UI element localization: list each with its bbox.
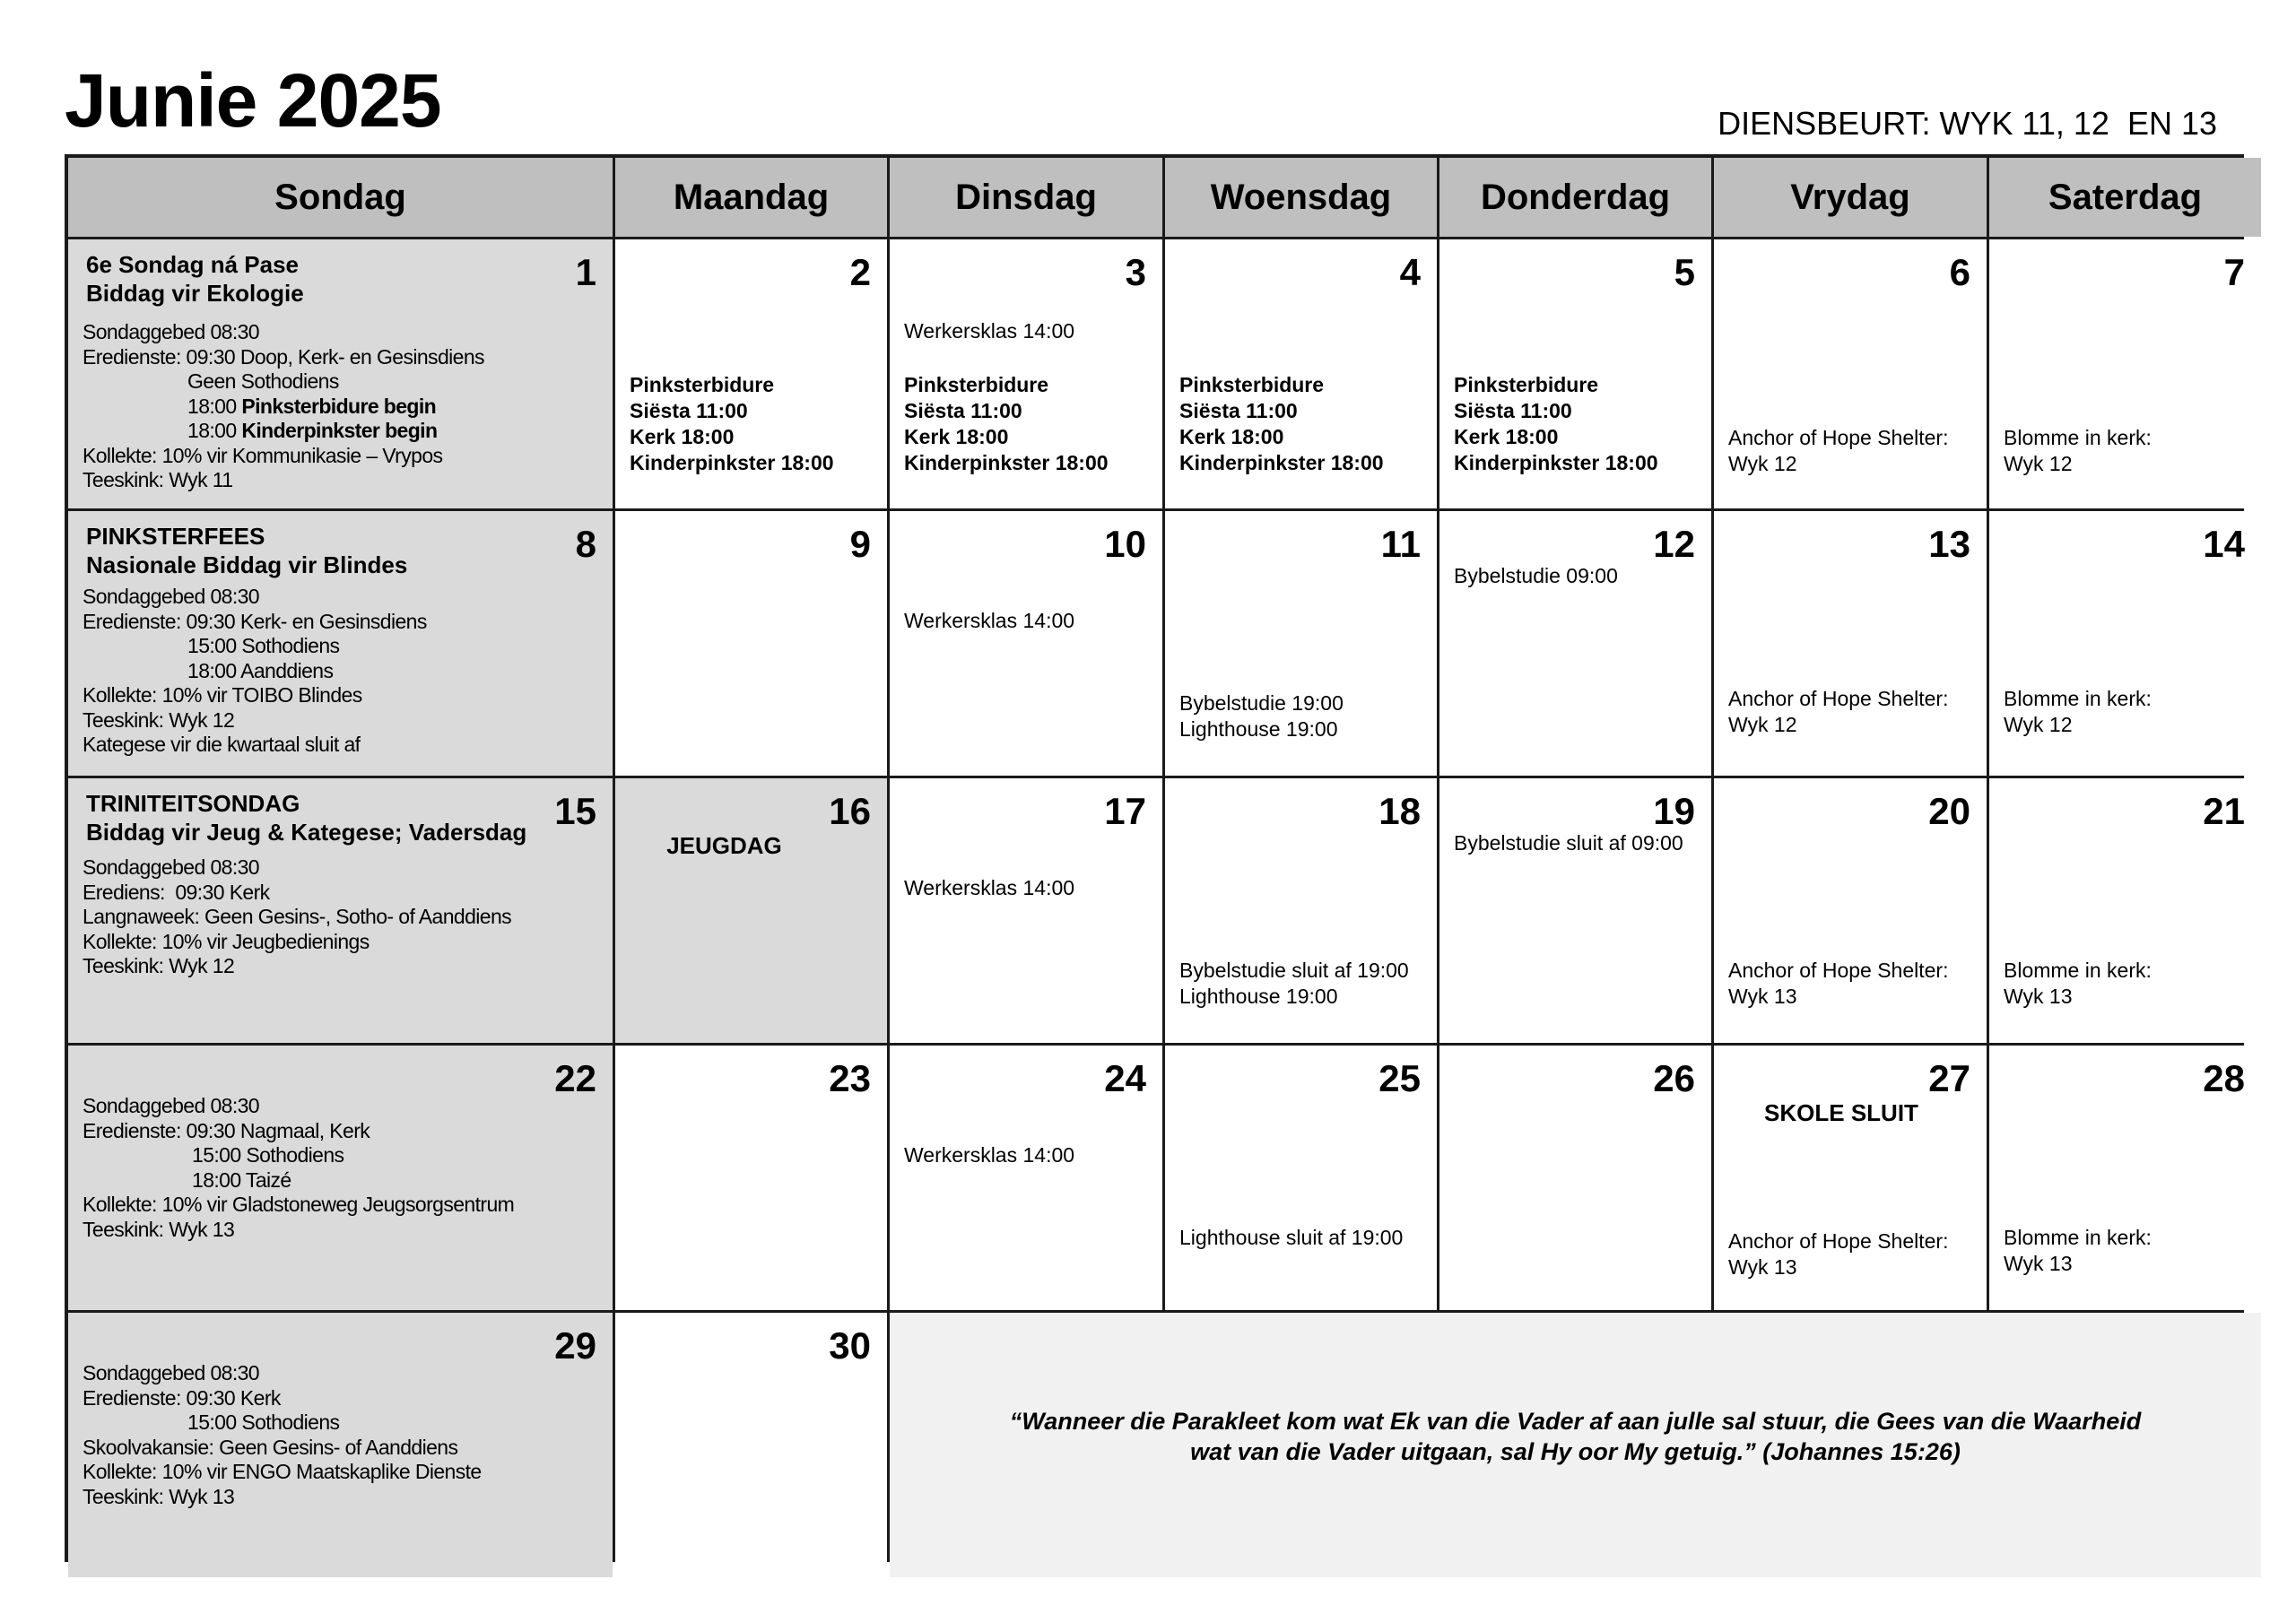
day-cell-30[interactable] bbox=[615, 1313, 887, 1577]
weekday-header-woensdag: Woensdag bbox=[1165, 158, 1437, 237]
day-cell-3[interactable] bbox=[890, 239, 1162, 508]
event-list bbox=[904, 318, 1074, 344]
detail-line: Kategese vir die kwartaal sluit af bbox=[83, 733, 361, 756]
event: Siësta 11:00 bbox=[904, 399, 1022, 422]
day-cell-24[interactable] bbox=[890, 1046, 1162, 1310]
sunday-heading-line: Biddag vir Ekologie bbox=[86, 280, 304, 307]
event: Anchor of Hope Shelter: bbox=[1728, 687, 1949, 710]
event-list bbox=[1454, 372, 1658, 476]
event: Pinksterbidure bbox=[1179, 373, 1325, 396]
event: Blomme in kerk: bbox=[2004, 687, 2152, 710]
day-cell-5[interactable] bbox=[1439, 239, 1711, 508]
detail-line: Teeskink: Wyk 13 bbox=[83, 1217, 235, 1241]
weekday-header-sondag: Sondag bbox=[68, 158, 613, 237]
day-number: 12 bbox=[1653, 523, 1695, 565]
event-list bbox=[630, 372, 834, 476]
calendar-grid bbox=[65, 154, 2244, 1562]
sunday-details bbox=[83, 320, 484, 493]
event: Kerk 18:00 bbox=[630, 425, 735, 448]
event: Bybelstudie sluit af 09:00 bbox=[1454, 831, 1683, 855]
event: Kerk 18:00 bbox=[1179, 425, 1284, 448]
detail-line: Eredienste: 09:30 Nagmaal, Kerk bbox=[83, 1118, 370, 1142]
detail-line: Skoolvakansie: Geen Gesins- of Aanddiens bbox=[83, 1435, 458, 1459]
day-cell-28[interactable] bbox=[1989, 1046, 2261, 1310]
day-number: 17 bbox=[1104, 790, 1146, 832]
duty-roster-label: DIENSBEURT: WYK 11, 12 EN 13 bbox=[1718, 105, 2217, 142]
sunday-heading-line: PINKSTERFEES bbox=[86, 523, 265, 550]
detail-line: 18:00 Taizé bbox=[192, 1167, 291, 1192]
day-number: 1 bbox=[575, 251, 596, 293]
event: Kinderpinkster 18:00 bbox=[630, 451, 834, 474]
event: Wyk 12 bbox=[1728, 452, 1797, 475]
weekday-header-maandag: Maandag bbox=[615, 158, 887, 237]
event: Blomme in kerk: bbox=[2004, 959, 2152, 982]
sunday-details bbox=[83, 855, 511, 979]
weekday-header-donderdag: Donderdag bbox=[1439, 158, 1711, 237]
day-cell-13[interactable] bbox=[1714, 511, 1987, 776]
event-list bbox=[1179, 690, 1344, 742]
day-cell-2[interactable] bbox=[615, 239, 887, 508]
detail-line: 15:00 Sothodiens bbox=[187, 1410, 340, 1434]
event: Wyk 13 bbox=[1728, 985, 1797, 1008]
detail-line: Kollekte: 10% vir Kommunikasie – Vrypos bbox=[83, 443, 443, 467]
sunday-details bbox=[83, 1361, 482, 1509]
day-number: 2 bbox=[849, 251, 871, 293]
detail-line: Eredienste: 09:30 Kerk- en Gesinsdiens bbox=[83, 609, 427, 633]
day-cell-20[interactable] bbox=[1714, 778, 1987, 1043]
detail-line bbox=[83, 395, 484, 420]
sunday-details bbox=[83, 585, 427, 758]
day-number: 6 bbox=[1949, 251, 1970, 293]
day-number: 15 bbox=[554, 790, 596, 832]
event-list bbox=[1728, 958, 1948, 1010]
day-number: 16 bbox=[829, 790, 871, 832]
day-number: 10 bbox=[1104, 523, 1146, 565]
event-list bbox=[1179, 372, 1384, 476]
day-cell-14[interactable] bbox=[1989, 511, 2261, 776]
event: Anchor of Hope Shelter: bbox=[1728, 426, 1949, 449]
event: Siësta 11:00 bbox=[630, 399, 748, 422]
detail-line: Eredienste: 09:30 Kerk bbox=[83, 1385, 281, 1410]
weekday-header-vrydag: Vrydag bbox=[1714, 158, 1987, 237]
event-list bbox=[1179, 1225, 1403, 1251]
detail-line: Eredienste: 09:30 Doop, Kerk- en Gesinsdiens bbox=[83, 344, 484, 369]
day-cell-25[interactable] bbox=[1165, 1046, 1437, 1310]
day-number: 8 bbox=[575, 523, 596, 565]
detail-line: 15:00 Sothodiens bbox=[187, 634, 340, 657]
day-cell-1[interactable] bbox=[68, 239, 613, 508]
event: Pinksterbidure bbox=[630, 373, 775, 396]
event: Pinksterbidure bbox=[1454, 373, 1599, 396]
weekday-header-dinsdag: Dinsdag bbox=[890, 158, 1162, 237]
day-number: 26 bbox=[1653, 1057, 1695, 1099]
event-list bbox=[904, 608, 1074, 634]
event-list bbox=[1179, 958, 1409, 1010]
event-label: SKOLE SLUIT bbox=[1764, 1099, 1918, 1126]
day-number: 7 bbox=[2223, 251, 2245, 293]
event: Blomme in kerk: bbox=[2004, 426, 2152, 449]
event: Lighthouse 19:00 bbox=[1179, 717, 1338, 741]
sunday-heading bbox=[86, 250, 304, 308]
detail-line: Kollekte: 10% vir Gladstoneweg Jeugsorgsentrum bbox=[83, 1193, 515, 1216]
event: Wyk 13 bbox=[2004, 1252, 2073, 1275]
sunday-heading-line: 6e Sondag ná Pase bbox=[86, 251, 299, 278]
event: Anchor of Hope Shelter: bbox=[1728, 1229, 1949, 1253]
day-cell-27[interactable] bbox=[1714, 1046, 1987, 1310]
day-number: 25 bbox=[1378, 1057, 1421, 1099]
event-list bbox=[1728, 686, 1948, 738]
day-number: 23 bbox=[829, 1057, 871, 1099]
event-list bbox=[2004, 425, 2152, 477]
event: Bybelstudie sluit af 19:00 bbox=[1179, 959, 1409, 982]
scripture-quote-box bbox=[890, 1313, 2261, 1577]
detail-line: Sondaggebed 08:30 bbox=[83, 1361, 260, 1384]
day-cell-4[interactable] bbox=[1165, 239, 1437, 508]
day-cell-11[interactable] bbox=[1165, 511, 1437, 776]
quote-line: “Wanneer die Parakleet kom wat Ek van die Vader af aan julle sal stuur, die Gees van die Waarheid bbox=[1009, 1407, 2142, 1435]
holiday-label: JEUGDAG bbox=[666, 832, 782, 859]
event: Wyk 13 bbox=[2004, 985, 2073, 1008]
detail-line: Erediens: 09:30 Kerk bbox=[83, 880, 270, 904]
event: Kerk 18:00 bbox=[904, 425, 1009, 448]
detail-highlight: Kinderpinkster begin bbox=[241, 419, 438, 442]
detail-line: Sondaggebed 08:30 bbox=[83, 1094, 260, 1117]
day-number: 24 bbox=[1104, 1057, 1146, 1099]
detail-line: Kollekte: 10% vir Jeugbedienings bbox=[83, 929, 370, 953]
day-number: 21 bbox=[2203, 790, 2245, 832]
day-cell-19[interactable] bbox=[1439, 778, 1711, 1043]
sunday-heading bbox=[86, 789, 526, 846]
event-list bbox=[2004, 1225, 2152, 1277]
event: Lighthouse sluit af 19:00 bbox=[1179, 1226, 1404, 1249]
detail-line: Langnaweek: Geen Gesins-, Sotho- of Aanddiens bbox=[83, 905, 512, 928]
sunday-heading bbox=[86, 522, 407, 579]
event-list bbox=[904, 875, 1074, 901]
day-cell-17[interactable] bbox=[890, 778, 1162, 1043]
day-cell-7[interactable] bbox=[1989, 239, 2261, 508]
day-cell-12[interactable] bbox=[1439, 511, 1711, 776]
detail-time: 18:00 bbox=[187, 419, 242, 442]
day-number: 3 bbox=[1125, 251, 1146, 293]
event: Bybelstudie 19:00 bbox=[1179, 691, 1344, 715]
detail-line: 15:00 Sothodiens bbox=[192, 1143, 344, 1167]
event: Werkersklas 14:00 bbox=[904, 1143, 1075, 1167]
event-list bbox=[2004, 686, 2152, 738]
detail-line: Sondaggebed 08:30 bbox=[83, 585, 260, 608]
day-cell-23[interactable] bbox=[615, 1046, 887, 1310]
day-number: 30 bbox=[829, 1324, 871, 1367]
day-number: 4 bbox=[1399, 251, 1421, 293]
day-cell-8[interactable] bbox=[68, 511, 613, 776]
event: Werkersklas 14:00 bbox=[904, 609, 1075, 632]
detail-line: Sondaggebed 08:30 bbox=[83, 320, 260, 343]
day-cell-10[interactable] bbox=[890, 511, 1162, 776]
event-list bbox=[1454, 563, 1618, 589]
detail-line: Teeskink: Wyk 12 bbox=[83, 707, 235, 732]
event-list bbox=[1454, 830, 1683, 856]
day-cell-21[interactable] bbox=[1989, 778, 2261, 1043]
day-number: 27 bbox=[1928, 1057, 1970, 1099]
detail-line: Teeskink: Wyk 13 bbox=[83, 1484, 235, 1508]
detail-line: Geen Sothodiens bbox=[187, 369, 339, 393]
event: Werkersklas 14:00 bbox=[904, 876, 1075, 899]
detail-line: 18:00 Aanddiens bbox=[187, 658, 334, 682]
detail-time: 18:00 bbox=[187, 394, 242, 418]
quote-line: wat van die Vader uitgaan, sal Hy oor My getuig.” (Johannes 15:26) bbox=[1190, 1437, 1961, 1465]
day-cell-9[interactable] bbox=[615, 511, 887, 776]
event-list bbox=[1728, 425, 1948, 477]
event: Wyk 12 bbox=[2004, 452, 2073, 475]
day-number: 29 bbox=[554, 1324, 596, 1367]
day-cell-22[interactable] bbox=[68, 1046, 613, 1310]
scripture-quote bbox=[1010, 1406, 2142, 1467]
event: Pinksterbidure bbox=[904, 373, 1049, 396]
page-title: Junie 2025 bbox=[65, 58, 441, 143]
detail-line: Sondaggebed 08:30 bbox=[83, 855, 260, 879]
day-number: 19 bbox=[1653, 790, 1695, 832]
event: Lighthouse 19:00 bbox=[1179, 985, 1338, 1008]
event: Anchor of Hope Shelter: bbox=[1728, 959, 1949, 982]
day-number: 28 bbox=[2203, 1057, 2245, 1099]
day-cell-18[interactable] bbox=[1165, 778, 1437, 1043]
event: Werkersklas 14:00 bbox=[904, 319, 1075, 343]
day-cell-29[interactable] bbox=[68, 1313, 613, 1577]
event-list bbox=[2004, 958, 2152, 1010]
detail-line: Kollekte: 10% vir ENGO Maatskaplike Dienste bbox=[83, 1460, 482, 1483]
day-cell-6[interactable] bbox=[1714, 239, 1987, 508]
day-number: 13 bbox=[1928, 523, 1970, 565]
day-number: 20 bbox=[1928, 790, 1970, 832]
event: Wyk 12 bbox=[1728, 713, 1797, 736]
event: Kinderpinkster 18:00 bbox=[1454, 451, 1658, 474]
day-number: 11 bbox=[1380, 523, 1421, 565]
event: Kerk 18:00 bbox=[1454, 425, 1559, 448]
event: Kinderpinkster 18:00 bbox=[904, 451, 1109, 474]
event-list bbox=[904, 372, 1109, 476]
detail-line: Teeskink: Wyk 12 bbox=[83, 954, 235, 977]
weekday-header-saterdag: Saterdag bbox=[1989, 158, 2261, 237]
event: Siësta 11:00 bbox=[1454, 399, 1572, 422]
sunday-heading-line: Biddag vir Jeug & Kategese; Vadersdag bbox=[86, 819, 527, 846]
event: Kinderpinkster 18:00 bbox=[1179, 451, 1384, 474]
event: Wyk 12 bbox=[2004, 713, 2073, 736]
sunday-details bbox=[83, 1094, 514, 1242]
detail-line: Teeskink: Wyk 11 bbox=[83, 468, 233, 491]
day-number: 14 bbox=[2203, 523, 2245, 565]
event-list bbox=[1728, 1228, 1948, 1280]
day-number: 9 bbox=[849, 523, 871, 565]
detail-line bbox=[83, 419, 484, 444]
event: Siësta 11:00 bbox=[1179, 399, 1298, 422]
day-number: 5 bbox=[1674, 251, 1695, 293]
sunday-heading-line: TRINITEITSONDAG bbox=[86, 790, 300, 817]
day-number: 18 bbox=[1378, 790, 1421, 832]
event: Blomme in kerk: bbox=[2004, 1226, 2152, 1249]
event-list bbox=[904, 1142, 1074, 1168]
day-cell-15[interactable] bbox=[68, 778, 613, 1043]
day-number: 22 bbox=[554, 1057, 596, 1099]
detail-line: Kollekte: 10% vir TOIBO Blindes bbox=[83, 683, 362, 707]
day-cell-26[interactable] bbox=[1439, 1046, 1711, 1310]
sunday-heading-line: Nasionale Biddag vir Blindes bbox=[86, 551, 408, 578]
detail-highlight: Pinksterbidure begin bbox=[241, 394, 437, 418]
event: Wyk 13 bbox=[1728, 1255, 1797, 1279]
day-cell-16[interactable] bbox=[615, 778, 887, 1043]
event: Bybelstudie 09:00 bbox=[1454, 564, 1618, 587]
